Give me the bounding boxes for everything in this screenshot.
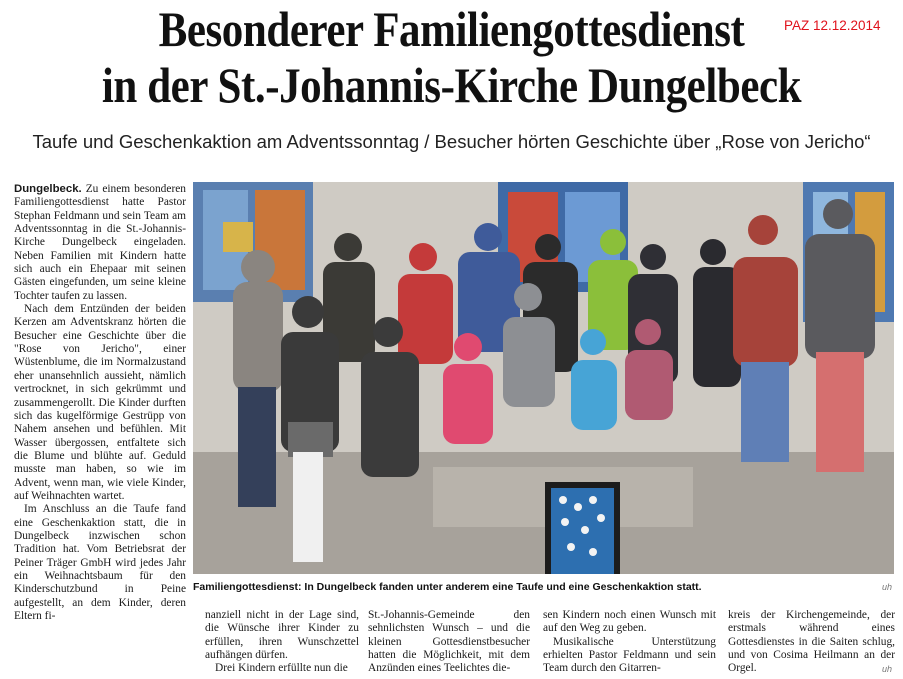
photo-credit: uh	[882, 582, 893, 592]
paragraph: nanziell nicht in der Lage sind, die Wünsche ihrer Kinder zu erfüllen, ihren Wunschzettel aufhängen dürfen.	[205, 609, 359, 662]
paragraph: St.-Johannis-Gemeinde den sehnlichsten Wunsch – und die kleinen Gottesdienstbesucher hatten die Möglichkeit, mit dem Anzünden eines Teelichtes die-	[368, 609, 530, 675]
dateline: Dungelbeck.	[14, 183, 82, 195]
photo-caption: Familiengottesdienst: In Dungelbeck fanden unter anderem eine Taufe und eine Geschenkaktion statt.	[193, 581, 702, 593]
church-group-illustration	[193, 182, 894, 574]
subheadline: Taufe und Geschenkaktion am Adventssonntag / Besucher hörten Geschichte über „Rose von Jericho“	[32, 131, 871, 152]
paragraph: Dungelbeck. Zu einem besonderen Familiengottesdienst hatte Pastor Stephan Feldmann und sein Team am Adventssonntag in die St.-Johannis-Kirche Dungelbeck eingeladen. Neben Familien mit Kindern hatte sich auch ein Ehepaar mit seinen Gästen eingefunden, um seine kleine Tochter taufen zu lassen.	[14, 183, 186, 302]
paragraph: Drei Kindern erfüllte nun die	[215, 662, 348, 675]
article-column-4	[543, 609, 716, 676]
text-credit: uh	[882, 664, 893, 674]
article-column-5	[728, 609, 895, 676]
paragraph: Im Anschluss an die Taufe fand eine Geschenkaktion statt, die in Dungelbeck inzwischen schon Tradition hat. Vom Betriebsrat der Peiner Träger GmbH wird jedes Jahr ein Weihnachtsbaum für den Kinderschutzbund in Peine aufgestellt, an dem Kinder, deren Eltern fi-	[14, 503, 186, 622]
tealight-tray	[545, 482, 620, 574]
group-photo	[193, 182, 894, 574]
article-column-3	[368, 609, 530, 676]
paragraph: Nach dem Entzünden der beiden Kerzen am Adventskranz hörten die Besucher eine Geschichte über die "Rose von Jericho", einer Wüstenblume, die im Normalzustand eher unansehnlich aussieht, nämlich vertrocknet, in sich gekrümmt und zusammengerollt. Die Kinder durften sich das kugelförmige Gestrüpp von Nahem ansehen und befühlen. Mit Wasser übergossen, entfaltete sich die Blume und blühte auf. Geduld musste man haben, so wie im Advent, wenn man, wie viele Kinder, auf Weihnachten wartet.	[14, 303, 186, 502]
article-column-2	[205, 609, 359, 676]
paragraph: sen Kindern noch einen Wunsch mit auf den Weg zu geben.	[543, 609, 716, 635]
headline-line-1: Besonderer Familiengottesdienst	[158, 1, 745, 57]
headline-line-2: in der St.-Johannis-Kirche Dungelbeck	[101, 57, 802, 113]
date-stamp: PAZ 12.12.2014	[784, 18, 881, 33]
paragraph: Musikalische Unterstützung erhielten Pastor Feldmann und sein Team durch den Gitarren-	[543, 635, 716, 675]
paragraph: kreis der Kirchengemeinde, der erstmals während eines Gottesdienstes in die Saiten schlug, und von Cosima Heilmann an der Orgel.	[728, 609, 895, 675]
article-column-1	[14, 183, 186, 623]
